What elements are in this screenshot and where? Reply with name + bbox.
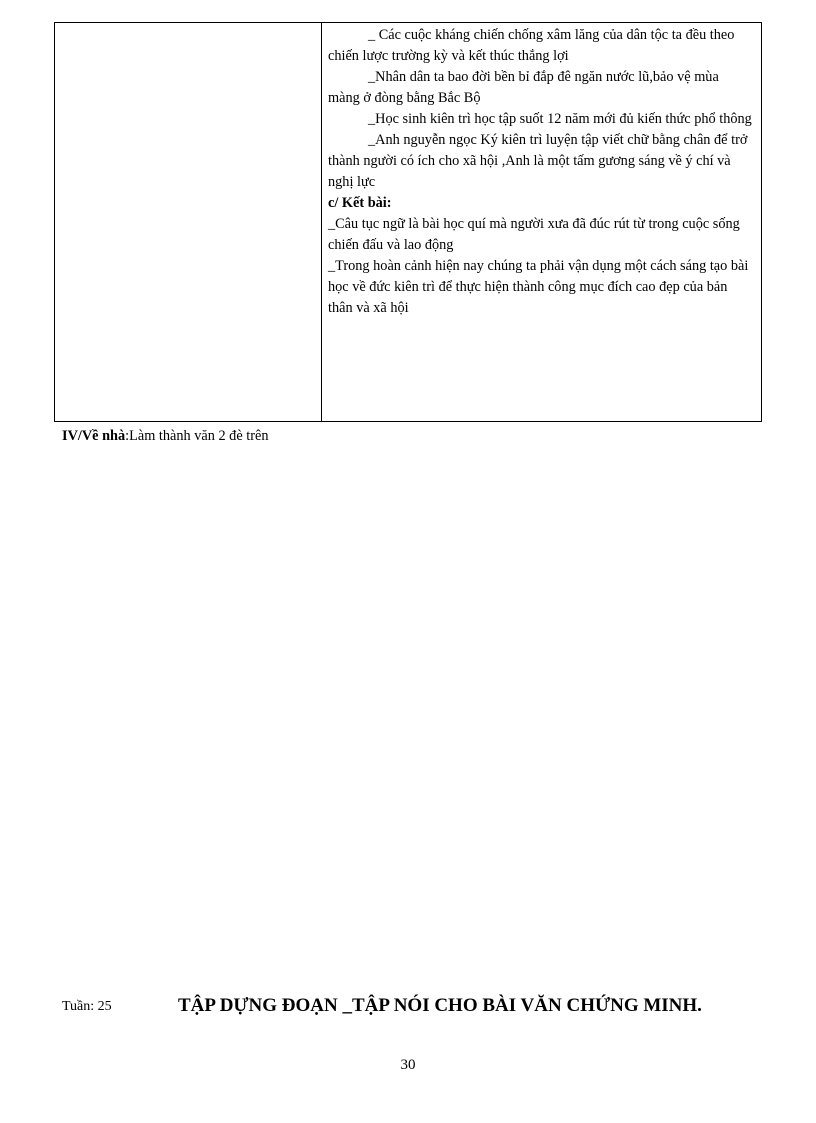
week-label: Tuần: 25 (62, 999, 112, 1014)
table-left-cell (55, 23, 322, 421)
section-heading-conclusion: c/ Kết bài: (328, 195, 392, 211)
lesson-title: TẬP DỰNG ĐOẠN _TẬP NÓI CHO BÀI VĂN CHỨNG MINH. (178, 995, 702, 1016)
paragraph-example-nguyen-ngoc-ky: _Anh nguyễn ngọc Ký kiên trì luyện tập viết chữ bằng chân để trở thành người có ích cho xã hội ,Anh là một tấm gương sáng về ý chí và nghị lực (328, 132, 748, 190)
homework-text: :Làm thành văn 2 đè trên (125, 428, 269, 444)
table-right-cell (322, 23, 761, 421)
lesson-table (54, 22, 762, 422)
paragraph-conclusion-proverb: _Câu tục ngữ là bài học quí mà người xưa đã đúc rút từ trong cuộc sống chiến đấu và lao động (328, 216, 740, 253)
paragraph-example-dikes: _Nhân dân ta bao đời bền bỉ đắp đê ngăn nước lũ,bảo vệ mùa màng ở đòng bằng Bắc Bộ (328, 69, 719, 106)
homework-line (62, 426, 268, 446)
paragraph-example-resistance: _ Các cuộc kháng chiến chống xâm lăng của dân tộc ta đều theo chiến lược trường kỳ và kết thúc thắng lợi (328, 27, 735, 64)
paragraph-example-students: _Học sinh kiên trì học tập suốt 12 năm mới đủ kiến thức phổ thông (368, 111, 752, 127)
paragraph-conclusion-apply: _Trong hoàn cảnh hiện nay chúng ta phải vận dụng một cách sáng tạo bài học về đức kiên trì để thực hiện thành công mục đích cao đẹp của bản thân và xã hội (328, 258, 749, 316)
page-number: 30 (400, 1057, 416, 1073)
homework-label: IV/Về nhà (62, 428, 126, 444)
